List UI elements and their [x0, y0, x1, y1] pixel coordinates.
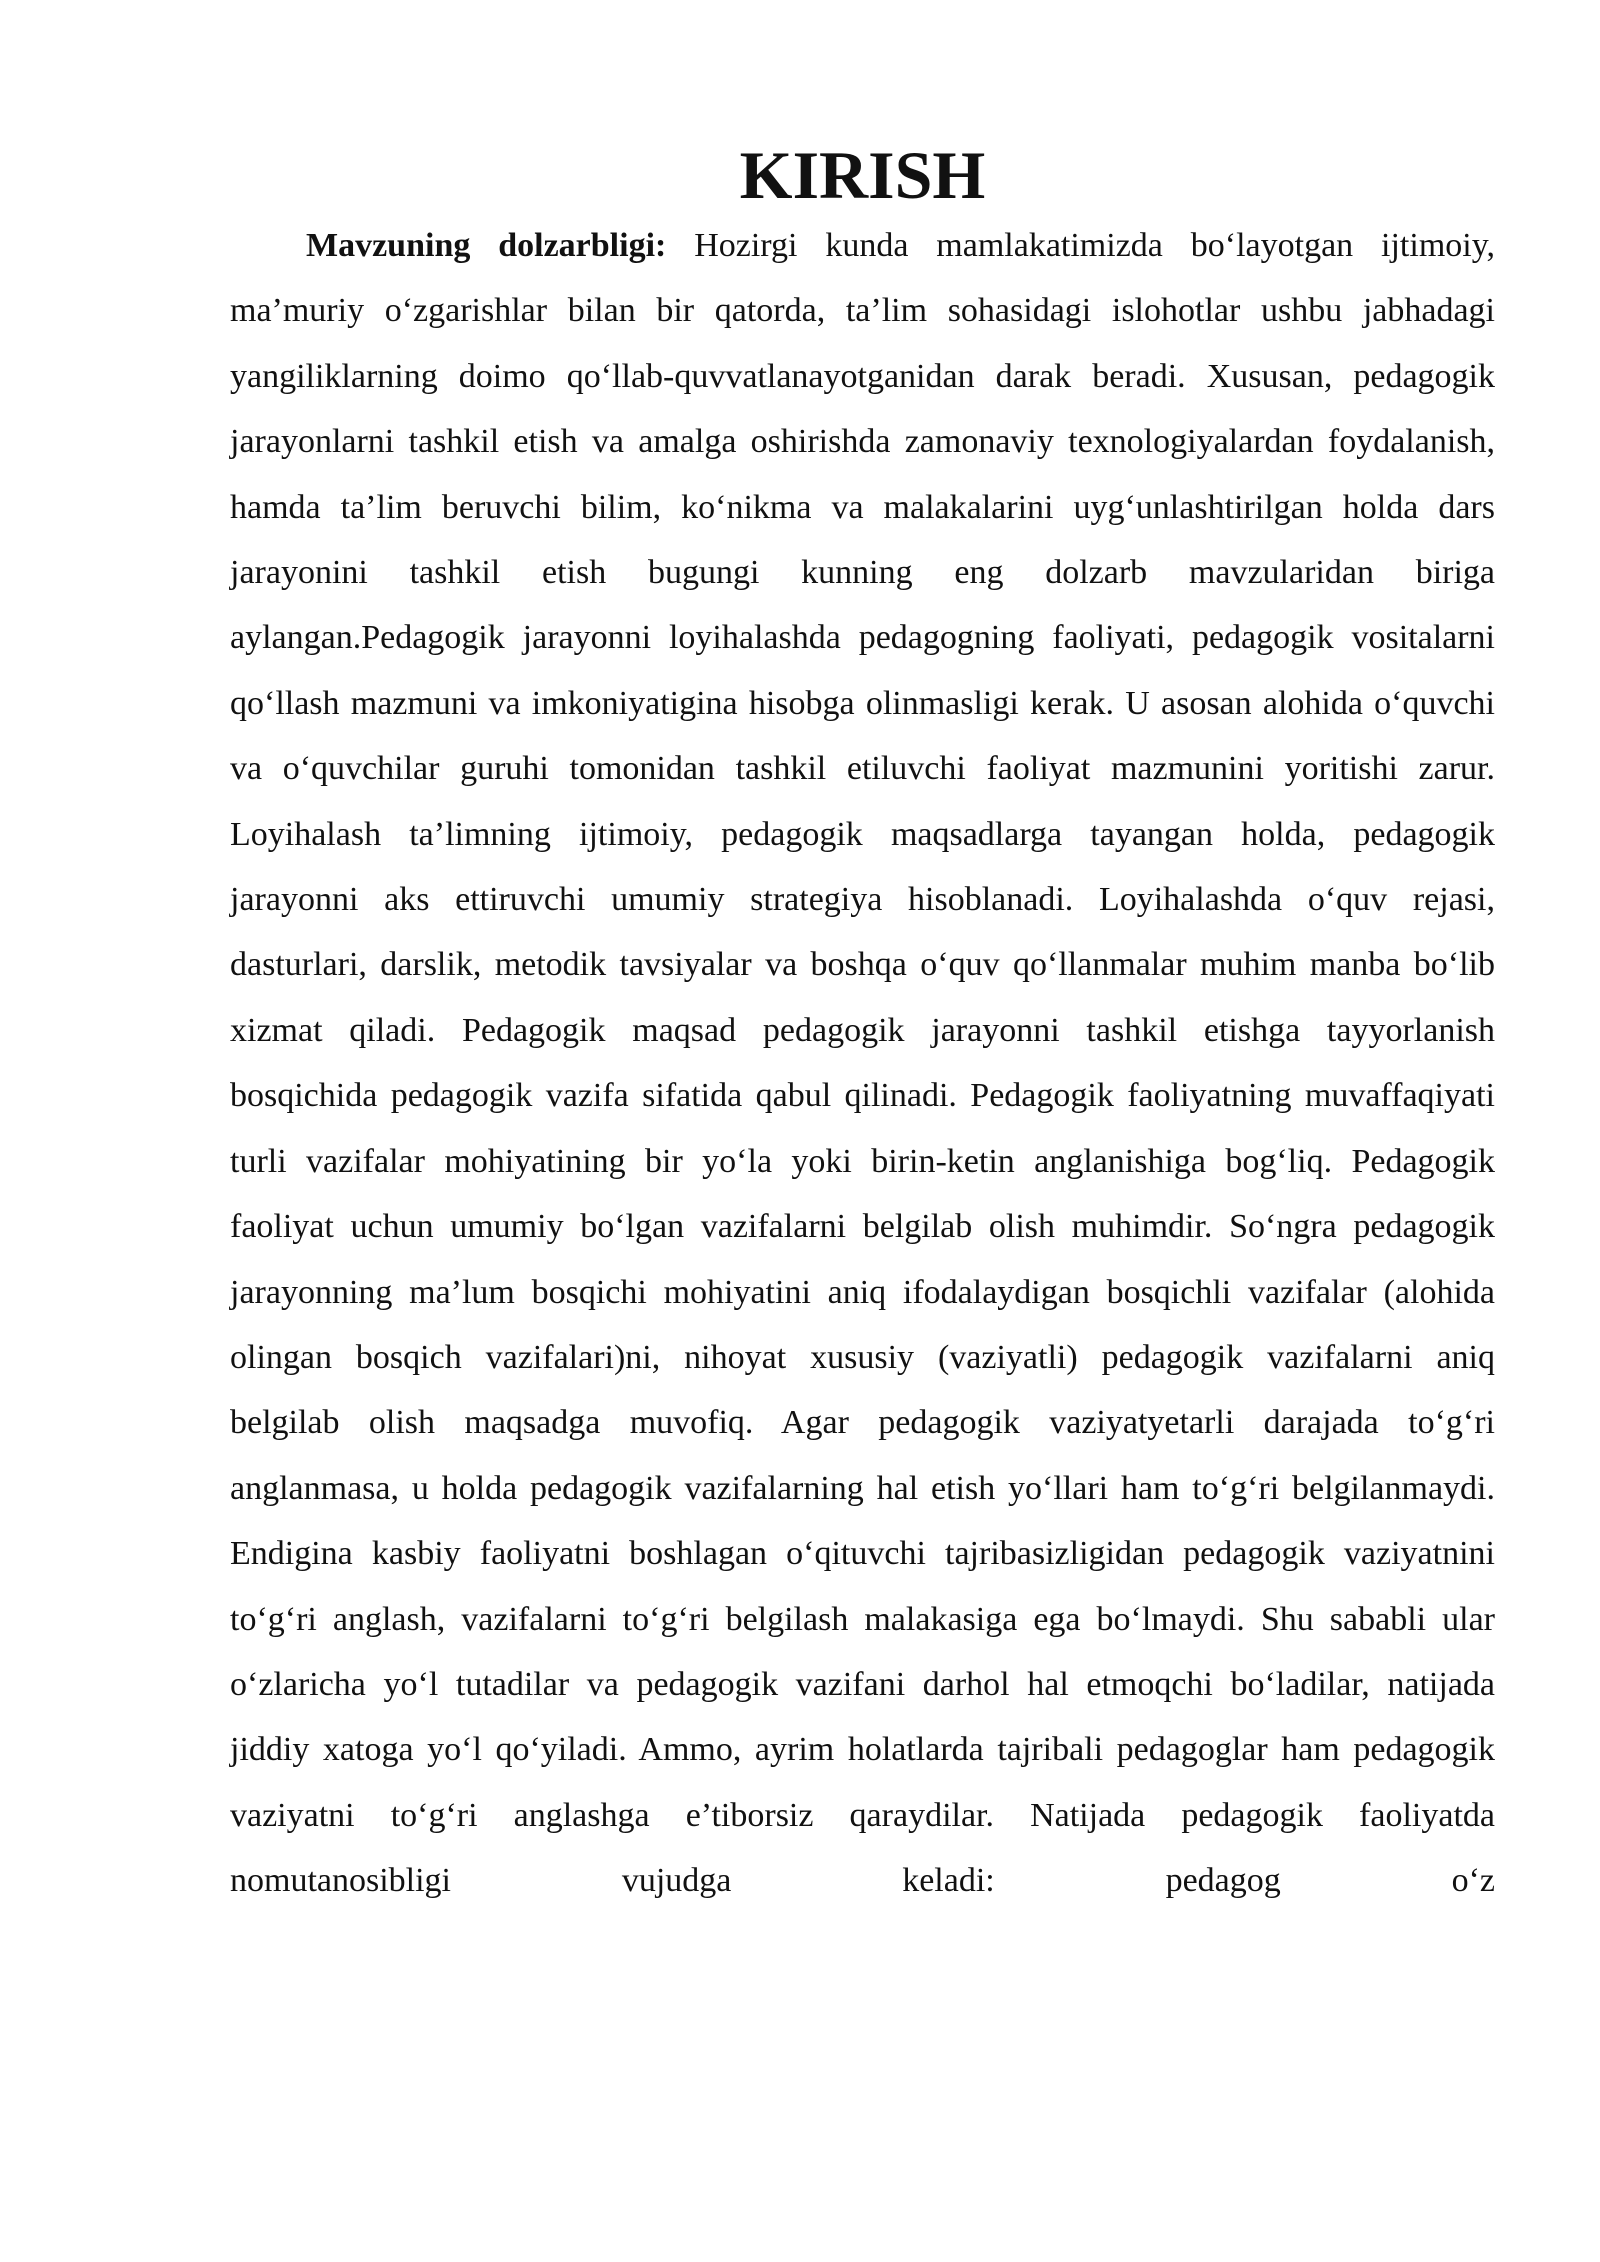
intro-paragraph — [230, 213, 1495, 1914]
document-content — [230, 137, 1495, 1914]
page-title: KIRISH — [739, 137, 986, 213]
paragraph-body: Hozirgi kunda mamlakatimizda bo‘layotgan ijtimoiy, ma’muriy o‘zgarishlar bilan bir qatorda, ta’lim sohasidagi islohotlar ushbu jabhadagi yangiliklarning doimo qo‘llab-quvvatlanayotganidan darak beradi. Xususan, pedagogik jarayonlarni tashkil etish va amalga oshirishda zamonaviy texnologiyalardan foydalanish, hamda ta’lim beruvchi bilim, ko‘nikma va malakalarini uyg‘unlashtirilgan holda dars jarayonini tashkil etish bugungi kunning eng dolzarb mavzularidan biriga aylangan.Pedagogik jarayonni loyihalashda pedagogning faoliyati, pedagogik vositalarni qo‘llash mazmuni va imkoniyatigina hisobga olinmasligi kerak. U asosan alohida o‘quvchi va o‘quvchilar guruhi tomonidan tashkil etiluvchi faoliyat mazmunini yoritishi zarur. Loyihalash ta’limning ijtimoiy, pedagogik maqsadlarga tayangan holda, pedagogik jarayonni aks ettiruvchi umumiy strategiya hisoblanadi. Loyihalashda o‘quv rejasi, dasturlari, darslik, metodik tavsiyalar va boshqa o‘quv qo‘llanmalar muhim manba bo‘lib xizmat qiladi. Pedagogik maqsad pedagogik jarayonni tashkil etishga tayyorlanish bosqichida pedagogik vazifa sifatida qabul qilinadi. Pedagogik faoliyatning muvaffaqiyati turli vazifalar mohiyatining bir yo‘la yoki birin-ketin anglanishiga bog‘liq. Pedagogik faoliyat uchun umumiy bo‘lgan vazifalarni belgilab olish muhimdir. So‘ngra pedagogik jarayonning ma’lum bosqichi mohiyatini aniq ifodalaydigan bosqichli vazifalar (alohida olingan bosqich vazifalari)ni, nihoyat xususiy (vaziyatli) pedagogik vazifalarni aniq belgilab olish maqsadga muvofiq. Agar pedagogik vaziyatyetarli darajada to‘g‘ri anglanmasa, u holda pedagogik vazifalarning hal etish yo‘llari ham to‘g‘ri belgilanmaydi. Endigina kasbiy faoliyatni boshlagan o‘qituvchi tajribasizligidan pedagogik vaziyatnini to‘g‘ri anglash, vazifalarni to‘g‘ri belgilash malakasiga ega bo‘lmaydi. Shu sababli ular o‘zlaricha yo‘l tutadilar va pedagogik vazifani darhol hal etmoqchi bo‘ladilar, natijada jiddiy xatoga yo‘l qo‘yiladi. Ammo, ayrim holatlarda tajribali pedagoglar ham pedagogik vaziyatni to‘g‘ri anglashga e’tiborsiz qaraydilar. Natijada pedagogik faoliyatda nomutanosibligi vujudga keladi: pedagog o‘z — [230, 227, 1495, 1900]
paragraph-lead: Mavzuning dolzarbligi: — [306, 227, 667, 264]
